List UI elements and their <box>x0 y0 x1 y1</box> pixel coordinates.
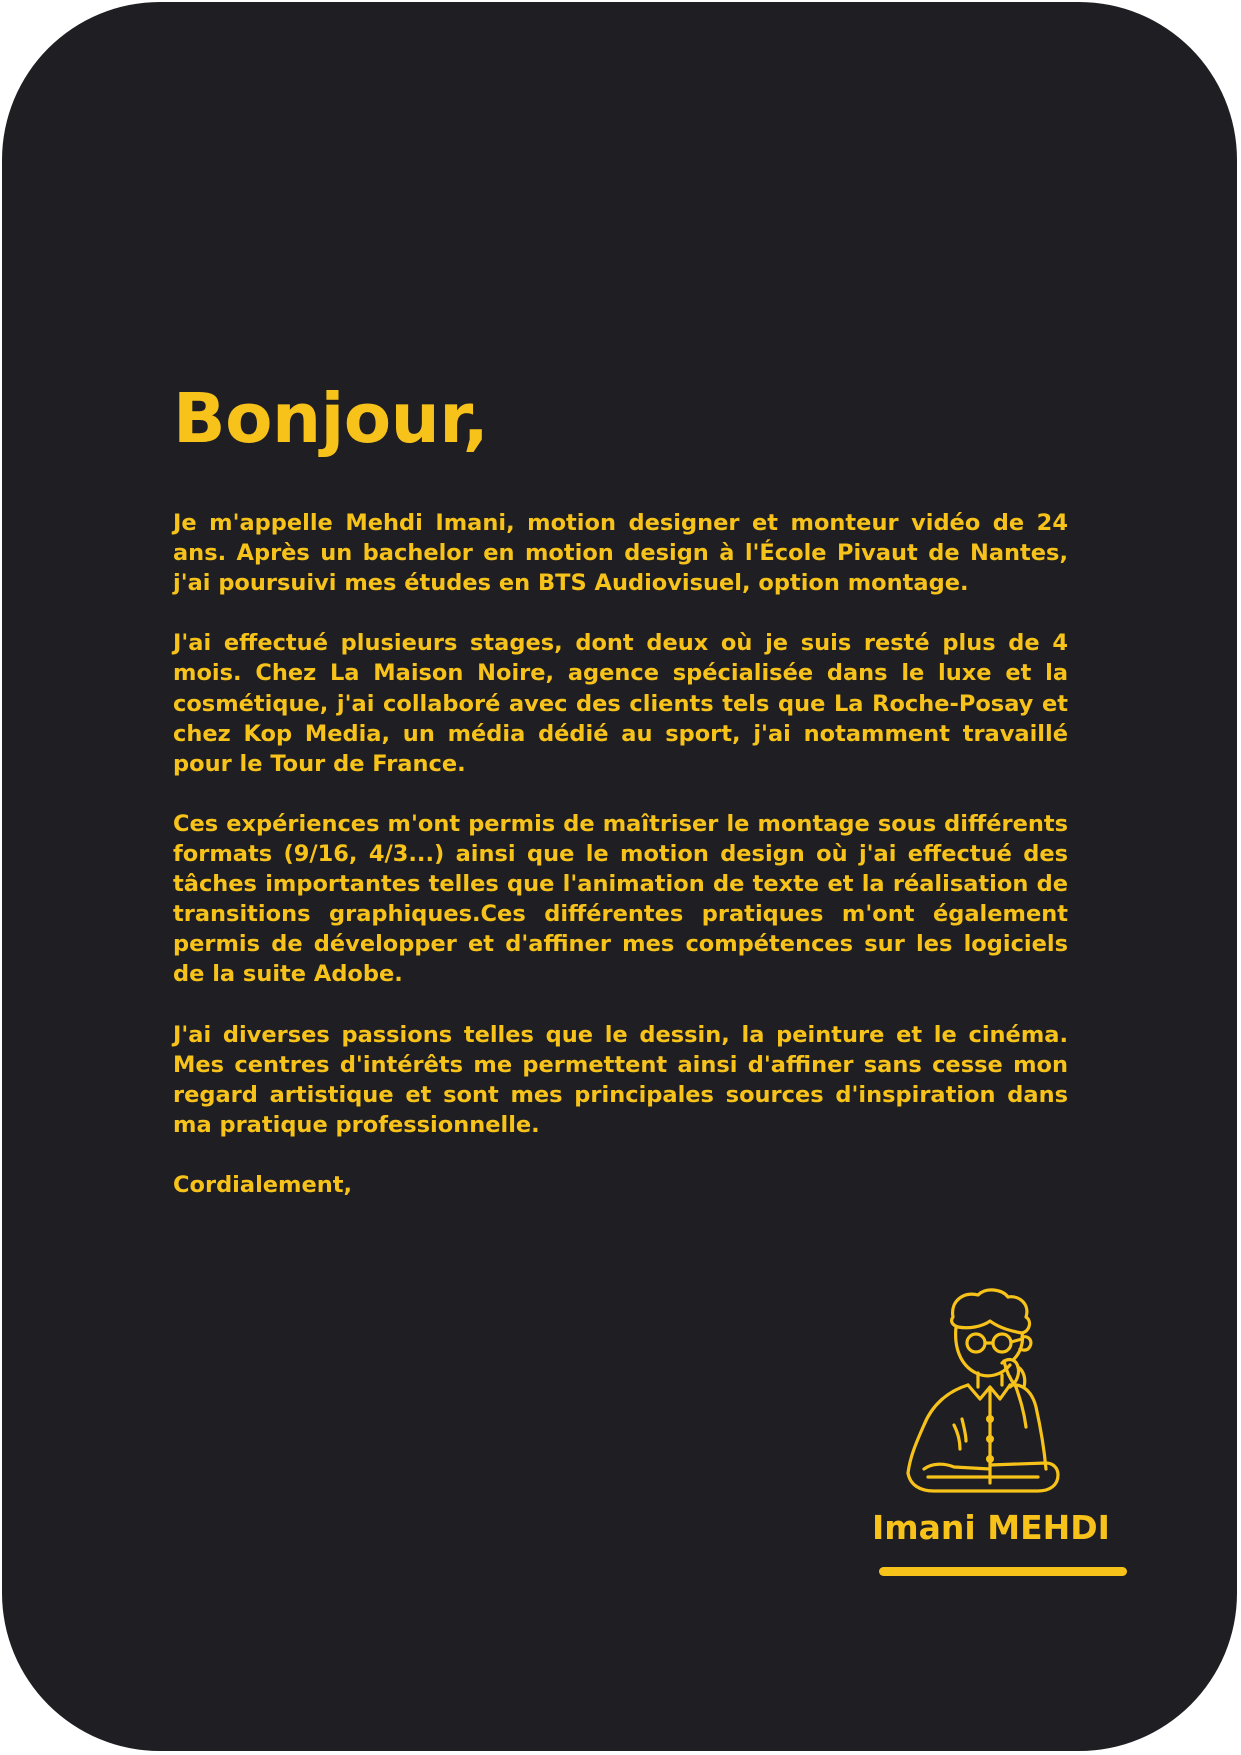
paragraph-introduction: Je m'appelle Mehdi Imani, motion designer et monteur vidéo de 24 ans. Après un bachelor en motion design à l'École Pivaut de Nantes, j'ai poursuivi mes études en BTS Audiovisuel, option montage. <box>173 510 1068 597</box>
paragraph-passions: J'ai diverses passions telles que le dessin, la peinture et le cinéma. Mes centres d'intérêts me permettent ainsi d'affiner sans cesse mon regard artistique et sont mes principales sources d'inspiration dans ma pratique professionnelle. <box>173 1021 1068 1138</box>
greeting-heading: Bonjour, <box>173 379 489 459</box>
closing-line: Cordialement, <box>173 1172 353 1199</box>
letter-card <box>2 2 1237 1751</box>
letter-body <box>173 508 1068 1200</box>
paragraph-internships: J'ai effectué plusieurs stages, dont deux où je suis resté plus de 4 mois. Chez La Maison Noire, agence spécialisée dans le luxe et la cosmétique, j'ai collaboré avec des clients tels que La Roche-Posay et chez Kop Media, un média dédié au sport, j'ai notamment travaillé pour le Tour de France. <box>173 630 1068 777</box>
signature-underline <box>879 1567 1127 1576</box>
person-with-glasses-thinking-icon <box>898 1287 1078 1497</box>
paragraph-skills: Ces expériences m'ont permis de maîtriser le montage sous différents formats (9/16, 4/3...) ainsi que le motion design où j'ai effectué des tâches importantes telles que l'animation de texte et la réalisation de transitions graphiques.Ces différentes pratiques m'ont également permis de développer et d'affiner mes compétences sur les logiciels de la suite Adobe. <box>173 810 1068 988</box>
signature-name: Imani MEHDI <box>872 1508 1110 1547</box>
